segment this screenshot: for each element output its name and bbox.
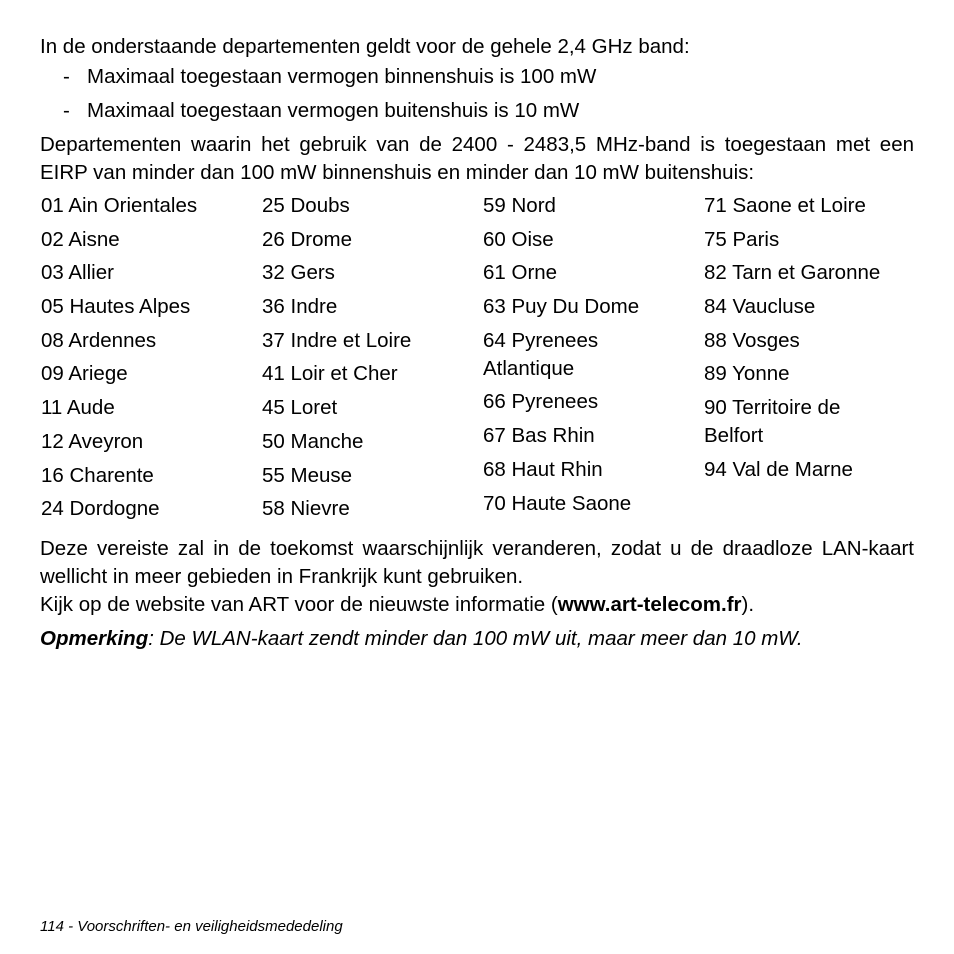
department-item: 32 Gers: [262, 261, 335, 285]
department-item: 89 Yonne: [704, 362, 790, 386]
power-limits-list: [40, 63, 914, 125]
department-item: 82 Tarn et Garonne: [704, 261, 881, 285]
department-item: 41 Loir et Cher: [262, 362, 398, 386]
department-item: 94 Val de Marne: [704, 457, 853, 481]
department-item: 11 Aude: [41, 396, 115, 420]
department-item: 09 Ariege: [41, 362, 128, 386]
departments-column: [483, 192, 704, 529]
departments-column: [41, 192, 262, 529]
website-line: [40, 591, 914, 619]
note-label: Opmerking: [40, 626, 149, 650]
department-item: 50 Manche: [262, 429, 364, 453]
departments-intro: Departementen waarin het gebruik van de 2400 - 2483,5 MHz-band is toegestaan met een EIRP van minder dan 100 mW binnenshuis en minder dan 10 mW buitenshuis:: [40, 133, 914, 184]
department-item: 03 Allier: [41, 261, 114, 285]
departments-grid: [41, 192, 914, 529]
department-item: 90 Territoire de Belfort: [704, 396, 841, 448]
list-item: [40, 63, 914, 91]
department-item: 71 Saone et Loire: [704, 194, 866, 217]
department-item: 37 Indre et Loire: [262, 328, 412, 352]
departments-column: [704, 192, 915, 529]
department-item: 68 Haut Rhin: [483, 457, 603, 481]
department-item: 02 Aisne: [41, 227, 120, 251]
departments-column: [262, 192, 483, 529]
department-item: 58 Nievre: [262, 497, 350, 521]
department-item: 67 Bas Rhin: [483, 424, 595, 448]
department-item: 66 Pyrenees: [483, 390, 599, 414]
website-line-after: ).: [741, 592, 755, 616]
note: [40, 625, 914, 653]
website-line-before: Kijk op de website van ART voor de nieuwste informatie (: [40, 592, 558, 616]
department-item: 70 Haute Saone: [483, 491, 632, 515]
website-link[interactable]: www.art-telecom.fr: [557, 592, 742, 616]
department-item: 26 Drome: [262, 227, 353, 251]
department-item: 64 Pyrenees Atlantique: [483, 328, 599, 380]
department-item: 01 Ain Orientales: [41, 194, 198, 217]
document-page: [40, 33, 914, 653]
department-item: 55 Meuse: [262, 463, 353, 487]
department-item: 25 Doubs: [262, 194, 350, 217]
intro-text: In de onderstaande departementen geldt voor de gehele 2,4 GHz band:: [40, 35, 690, 58]
list-item: [40, 97, 914, 125]
department-item: 36 Indre: [262, 295, 338, 319]
department-item: 05 Hautes Alpes: [41, 295, 191, 319]
department-item: 08 Ardennes: [41, 328, 157, 352]
note-text: : De WLAN-kaart zendt minder dan 100 mW uit, maar meer dan 10 mW.: [148, 626, 803, 650]
department-item: 59 Nord: [483, 194, 556, 217]
department-item: 61 Orne: [483, 261, 558, 285]
list-item-text: Maximaal toegestaan vermogen buitenshuis is 10 mW: [87, 99, 580, 122]
department-item: 84 Vaucluse: [704, 295, 816, 319]
department-item: 45 Loret: [262, 396, 338, 420]
department-item: 16 Charente: [41, 463, 154, 487]
list-item-text: Maximaal toegestaan vermogen binnenshuis is 100 mW: [87, 65, 597, 88]
department-item: 88 Vosges: [704, 328, 800, 352]
department-item: 63 Puy Du Dome: [483, 295, 640, 319]
department-item: 60 Oise: [483, 227, 554, 251]
page-footer: 114 - Voorschriften- en veiligheidsmededeling: [40, 918, 343, 935]
bullet-dash: -: [63, 65, 70, 88]
department-item: 24 Dordogne: [41, 497, 160, 521]
department-item: 75 Paris: [704, 227, 780, 251]
department-item: 12 Aveyron: [41, 429, 144, 453]
bullet-dash: -: [63, 99, 70, 122]
future-change-text: Deze vereiste zal in de toekomst waarschijnlijk veranderen, zodat u de draadloze LAN-kaart wellicht in meer gebieden in Frankrijk kunt gebruiken.: [40, 536, 914, 588]
